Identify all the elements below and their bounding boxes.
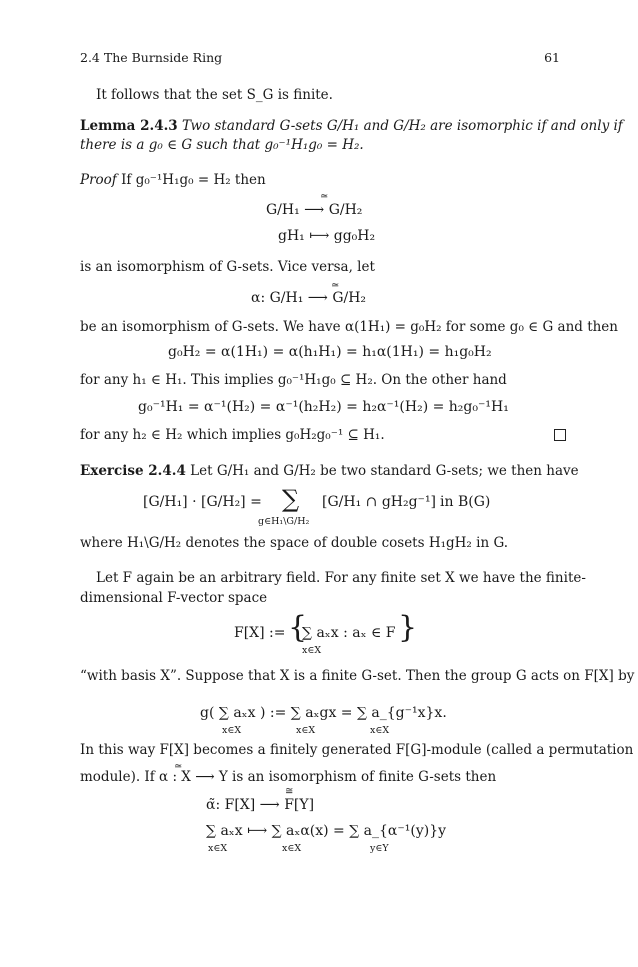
equation-burnside-in: in B(G) <box>440 494 491 510</box>
text-be-isomorphism: be an isomorphism of G-sets. We have α(1H₁) = g₀H₂ for some g₀ ∈ G and then <box>80 319 618 335</box>
paragraph-field-line-1: Let F again be an arbitrary field. For any finite set X we have the finite- <box>96 570 586 586</box>
right-brace-icon: } <box>398 610 418 645</box>
sentence-finite: It follows that the set S_G is finite. <box>96 87 333 103</box>
paragraph-field-line-2: dimensional F-vector space <box>80 590 268 606</box>
text-for-any-h2: for any h₂ ∈ H₂ which implies g₀H₂g₀⁻¹ ⊆ H₁. <box>80 427 385 443</box>
qed-box-icon <box>554 429 566 441</box>
left-brace-icon: { <box>288 610 308 645</box>
summation-subscript-3: x∈X <box>222 725 242 736</box>
text-isomorphism: is an isomorphism of G-sets. Vice versa, let <box>80 259 375 275</box>
lemma-line-1 <box>80 117 623 135</box>
equation-burnside-left: [G/H₁] · [G/H₂] = <box>143 494 262 510</box>
equation-burnside-right: [G/H₁ ∩ gH₂g⁻¹] <box>322 494 437 510</box>
summation-subscript-5: x∈X <box>370 725 390 736</box>
summation-subscript-4: x∈X <box>296 725 316 736</box>
summation-icon: ∑ <box>282 485 300 513</box>
text-for-any-h1: for any h₁ ∈ H₁. This implies g₀⁻¹H₁g₀ ⊆ H₂. On the other hand <box>80 372 507 388</box>
eq9-iso-mark: ≅ <box>285 786 294 797</box>
text-double-cosets: where H₁\G/H₂ denotes the space of double cosets H₁gH₂ in G. <box>80 535 509 551</box>
lemma-statement-1: Two standard G-sets G/H₁ and G/H₂ are isomorphic if and only if <box>181 118 623 134</box>
equation-map-element: gH₁ ⟼ gg₀H₂ <box>278 228 376 244</box>
proof-text: If g₀⁻¹H₁g₀ = H₂ then <box>121 172 266 188</box>
lemma-label: Lemma 2.4.3 <box>80 118 178 134</box>
way-iso-mark: ≃ <box>174 761 183 772</box>
summation-subscript-7: x∈X <box>282 843 302 854</box>
text-permutation-module-2: module). If α : X ⟶ Y is an isomorphism of finite G-sets then <box>80 769 497 785</box>
lemma-line-2 <box>80 136 364 154</box>
equation-group-action: g( ∑ aₓx ) := ∑ aₓgx = ∑ a_{g⁻¹x}x. <box>200 705 447 721</box>
summation-subscript-2: x∈X <box>302 645 322 656</box>
summation-subscript-6: x∈X <box>208 843 228 854</box>
summation-subscript-8: y∈Y <box>370 843 389 854</box>
proof-label: Proof <box>80 172 117 188</box>
proof-line <box>80 171 266 189</box>
lemma-statement-2: there is a g₀ ∈ G such that g₀⁻¹H₁g₀ = H₂. <box>80 137 364 153</box>
running-header-section: 2.4 The Burnside Ring <box>80 50 223 65</box>
eq1-iso-mark: ≃ <box>320 191 329 202</box>
equation-vector-space-left: F[X] := <box>234 625 286 641</box>
equation-alpha: α: G/H₁ ⟶ G/H₂ <box>251 290 367 306</box>
summation-subscript-1: g∈H₁\G/H₂ <box>258 516 310 527</box>
text-with-basis: “with basis X”. Suppose that X is a finite G-set. Then the group G acts on F[X] by <box>80 668 635 684</box>
equation-chain-2: g₀⁻¹H₁ = α⁻¹(H₂) = α⁻¹(h₂H₂) = h₂α⁻¹(H₂) = h₂g₀⁻¹H₁ <box>138 399 509 415</box>
text-permutation-module-1: In this way F[X] becomes a finitely generated F[G]-module (called a permutation <box>80 742 634 758</box>
eq3-iso-mark: ≃ <box>331 280 340 291</box>
page-number: 61 <box>544 50 560 65</box>
equation-map: G/H₁ ⟶ G/H₂ <box>266 202 363 218</box>
equation-alpha-tilde: α̃: F[X] ⟶ F[Y] <box>206 797 315 813</box>
exercise-text: Let G/H₁ and G/H₂ be two standard G-sets; we then have <box>190 463 579 479</box>
exercise-line <box>80 462 579 480</box>
equation-vector-space-body: ∑ aₓx : aₓ ∈ F <box>302 625 396 641</box>
exercise-label: Exercise 2.4.4 <box>80 463 186 479</box>
equation-chain-1: g₀H₂ = α(1H₁) = α(h₁H₁) = h₁α(1H₁) = h₁g₀H₂ <box>168 344 492 360</box>
equation-induced-map: ∑ aₓx ⟼ ∑ aₓα(x) = ∑ a_{α⁻¹(y)}y <box>206 823 447 839</box>
